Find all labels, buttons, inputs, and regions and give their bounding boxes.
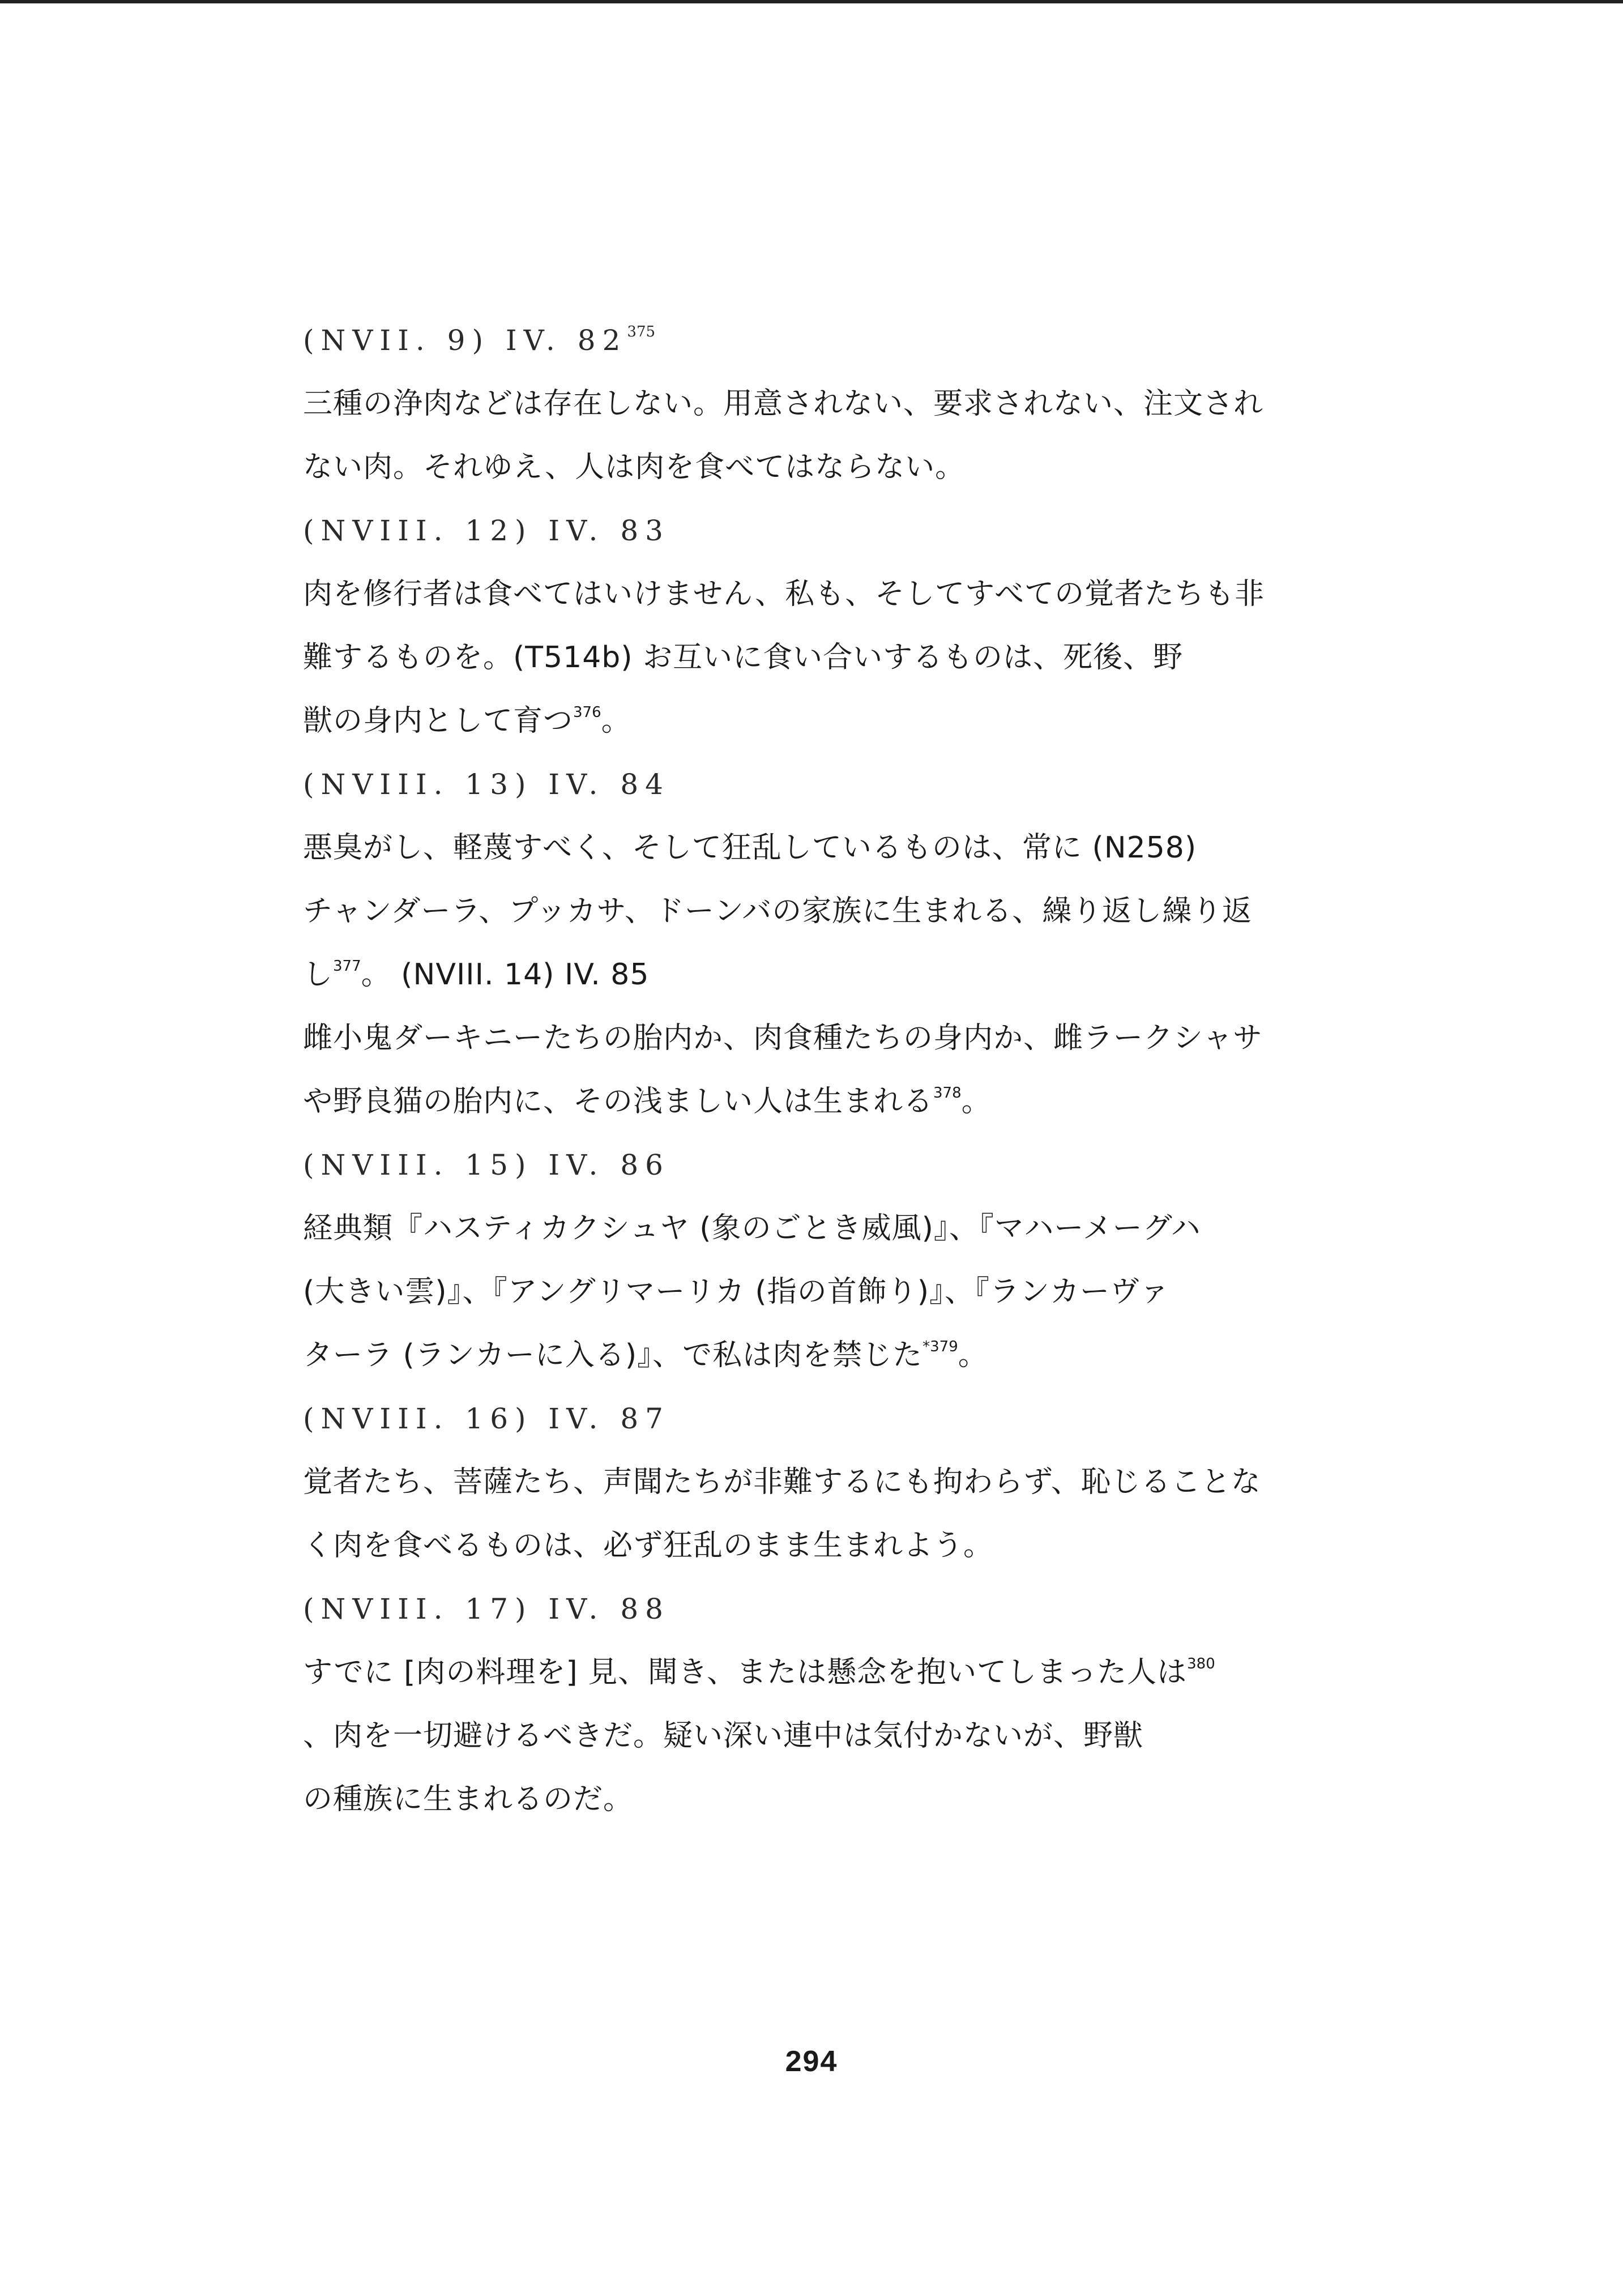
text-line: (大きい雲)』、『アングリマーリカ (指の首飾り)』、『ランカーヴァ	[303, 1275, 1170, 1309]
text-line: 三種の浄肉などは存在しない。用意されない、要求されない、注文され	[303, 387, 1264, 421]
text-line: 難するものを。(T514b) お互いに食い合いするものは、死後、野	[303, 641, 1184, 675]
text-line: ない肉。それゆえ、人は肉を食べてはならない。	[303, 450, 966, 484]
text-line: 経典類『ハスティカクシュヤ (象のごとき威風)』、『マハーメーグハ	[303, 1211, 1201, 1245]
text-line: や野良猫の胎内に、その浅ましい人は生まれる$^{378}$。	[303, 1085, 992, 1119]
text-line: 覚者たち、菩薩たち、声聞たちが非難するにも拘わらず、恥じることな	[303, 1465, 1261, 1499]
text-line: ターラ (ランカーに入る)』、で私は肉を禁じた$^{*379}$。	[303, 1338, 988, 1372]
verse-reference-82: (NVII. 9) IV. $82^{375}$	[303, 323, 656, 357]
text-line: チャンダーラ、プッカサ、ドーンバの家族に生まれる、繰り返し繰り返	[303, 894, 1253, 928]
text-line: 悪臭がし、軽蔑すべく、そして狂乱しているものは、常に (N258)	[303, 831, 1197, 865]
text-line: く肉を食べるものは、必ず狂乱のまま生まれよう。	[303, 1529, 994, 1563]
text-line-with-verse-reference-85: し$^{377}$。 (NVIII. 14) IV. 85	[303, 958, 650, 992]
footnote-marker: 378	[933, 1085, 962, 1102]
text-line: 肉を修行者は食べてはいけません、私も、そしてすべての覚者たちも非	[303, 577, 1265, 611]
verse-reference-87: (NVIII. 16) IV. 87	[303, 1402, 670, 1435]
verse-reference-88: (NVIII. 17) IV. 88	[303, 1593, 670, 1625]
footnote-marker: 375	[627, 323, 656, 340]
footnote-marker: 380	[1187, 1655, 1215, 1672]
text-line: 獣の身内として育つ$^{376}$。	[303, 704, 631, 738]
text-line: すでに [肉の料理を] 見、聞き、または懸念を抱いてしまった人は$^{380}$	[303, 1655, 1215, 1689]
footnote-marker: 377	[333, 958, 361, 975]
footnote-marker: 376	[573, 704, 601, 721]
text-line: 、肉を一切避けるべきだ。疑い深い連中は気付かないが、野獣	[303, 1719, 1144, 1753]
verse-reference-86: (NVIII. 15) IV. 86	[303, 1149, 670, 1181]
top-border-rule	[0, 0, 1623, 3]
page-body	[303, 309, 1322, 1831]
verse-reference-84: (NVIII. 13) IV. 84	[303, 768, 670, 801]
text-line: の種族に生まれるのだ。	[303, 1782, 634, 1816]
page-number: 294	[785, 2045, 838, 2078]
text-line: 雌小鬼ダーキニーたちの胎内か、肉食種たちの身内か、雌ラークシャサ	[303, 1021, 1263, 1055]
verse-reference-83: (NVIII. 12) IV. 83	[303, 514, 670, 547]
footnote-marker: *379	[922, 1338, 958, 1355]
